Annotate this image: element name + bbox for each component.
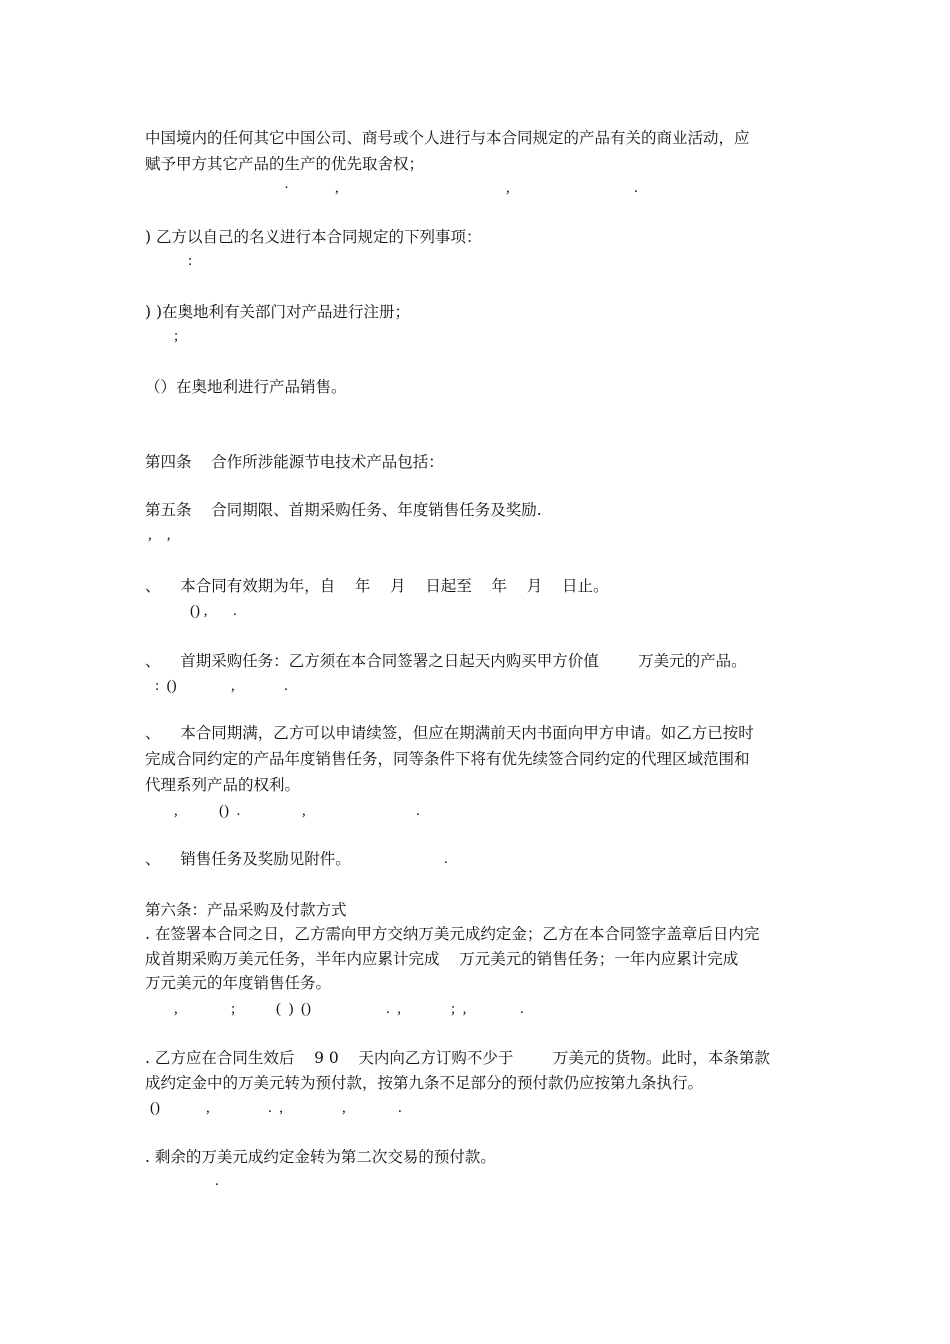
text-line: 代理系列产品的权利。 <box>145 776 301 794</box>
text-line: 万元美元的年度销售任务。 <box>145 974 332 992</box>
punctuation-mark: () . <box>219 803 241 819</box>
text-line: ) )在奥地利有关部门对产品进行注册； <box>145 303 411 321</box>
punctuation-mark: : () <box>155 678 177 694</box>
punctuation-mark: . <box>634 180 638 196</box>
punctuation-mark: . <box>233 603 237 619</box>
punctuation-mark: () <box>150 1100 160 1116</box>
text-line: （）在奥地利进行产品销售。 <box>145 378 347 396</box>
punctuation-mark: . , <box>268 1100 283 1116</box>
punctuation-mark: . <box>215 1173 219 1189</box>
punctuation-mark: ( ) () <box>276 1001 311 1017</box>
punctuation-mark: , <box>206 1100 210 1116</box>
punctuation-mark: . <box>444 851 448 867</box>
punctuation-mark: . , <box>386 1001 401 1017</box>
punctuation-mark: , <box>335 180 339 196</box>
article-heading: 第六条：产品采购及付款方式 <box>145 901 347 919</box>
punctuation-mark: , <box>174 1001 178 1017</box>
article-heading: 第五条 合同期限、首期采购任务、年度销售任务及奖励. <box>145 501 542 519</box>
punctuation-mark: ; , <box>451 1001 467 1017</box>
text-line: 、 首期采购任务：乙方须在本合同签署之日起天内购买甲方价值 万美元的产品。 <box>145 652 747 670</box>
text-line: . 乙方应在合同生效后 9 0 天内向乙方订购不少于 万美元的货物。此时，本条第款 <box>145 1049 770 1067</box>
punctuation-mark: , <box>231 678 235 694</box>
text-line: 成首期采购万美元任务，半年内应累计完成 万元美元的销售任务；一年内应累计完成 <box>145 950 739 968</box>
text-line: . 剩余的万美元成约定金转为第二次交易的预付款。 <box>145 1148 496 1166</box>
punctuation-mark: . <box>416 803 420 819</box>
article-heading: 第四条 合作所涉能源节电技术产品包括： <box>145 453 444 471</box>
punctuation-mark: , <box>342 1100 346 1116</box>
text-line: ) 乙方以自己的名义进行本合同规定的下列事项： <box>145 228 482 246</box>
punctuation-mark: ; <box>231 1001 236 1017</box>
punctuation-mark: . <box>284 678 288 694</box>
punctuation-mark: ; <box>174 328 179 344</box>
punctuation-mark: · <box>284 180 289 196</box>
text-line: 、 销售任务及奖励见附件。 <box>145 850 351 868</box>
text-line: 、 本合同期满，乙方可以申请续签，但应在期满前天内书面向甲方申请。如乙方已按时 <box>145 724 754 742</box>
text-line: 中国境内的任何其它中国公司、商号或个人进行与本合同规定的产品有关的商业活动，应 <box>145 129 750 147</box>
punctuation-mark: , <box>506 180 510 196</box>
text-line: 成约定金中的万美元转为预付款，按第九条不足部分的预付款仍应按第九条执行。 <box>145 1074 704 1092</box>
text-line: 完成合同约定的产品年度销售任务，同等条件下将有优先续签合同约定的代理区域范围和 <box>145 750 750 768</box>
punctuation-mark: . <box>398 1100 402 1116</box>
punctuation-mark: , <box>174 803 178 819</box>
punctuation-mark: . <box>520 1001 524 1017</box>
punctuation-mark: , , <box>148 527 171 543</box>
text-line: 赋予甲方其它产品的生产的优先取舍权； <box>145 155 425 173</box>
punctuation-mark: () , <box>190 603 208 619</box>
punctuation-mark: , <box>302 803 306 819</box>
text-line: . 在签署本合同之日，乙方需向甲方交纳万美元成约定金；乙方在本合同签字盖章后日内完 <box>145 925 760 943</box>
text-line: 、 本合同有效期为年，自 年 月 日起至 年 月 日止。 <box>145 577 609 595</box>
punctuation-mark: : <box>188 253 193 269</box>
